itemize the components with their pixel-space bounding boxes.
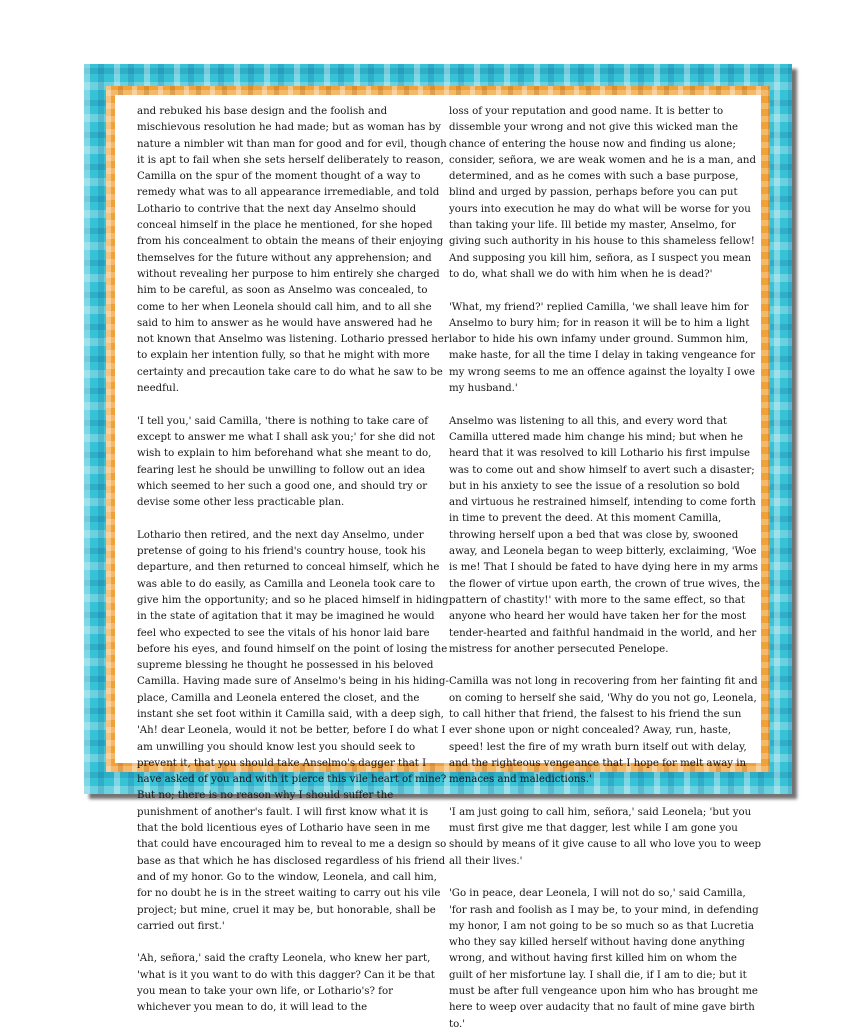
decorative-mosaic-frame <box>84 64 792 1030</box>
paragraph: 'I tell you,' said Camilla, 'there is nothing to take care of except to answer me what I shall ask you;' for she did not wish to explain to him beforehand what she meant to do, fearing lest he should be unwilling to follow out an idea which seemed to her such a good one, and should try or devise some other less practicable plan. <box>137 415 436 509</box>
gold-inner-border <box>106 86 770 1030</box>
paragraph: Camilla was not long in recovering from her fainting fit and on coming to herself she said, 'Why do you not go, Leonela, to call hither that friend, the falsest to his friend the sun ever shone upon or night concealed? Away, run, haste, speed! lest the fire of my wrath burn itself out with delay, and the righteous vengeance that I hope for melt away in menaces and maledictions.' <box>449 676 758 786</box>
left-text-column <box>137 104 449 1017</box>
paragraph: 'What, my friend?' replied Camilla, 'we shall leave him for Anselmo to bury him; for in reason it will be to him a light labor to hide his own infamy under ground. Summon him, make haste, for all the time I delay in taking vengeance for my wrong seems to me an offence against the loyalty I owe my husband.' <box>449 301 756 395</box>
paragraph: and rebuked his base design and the foolish and mischievous resolution he had made; but as woman has by nature a nimbler wit than man for good and for evil, though it is apt to fail when she sets herself deliberately to reason, Camilla on the spur of the moment thought of a way to remedy what was to all appearance irremediable, and told Lothario to contrive that the next day Anselmo should conceal himself in the place he mentioned, for she hoped from his concealment to obtain the means of their enjoying themselves for the future without any apprehension; and without revealing her purpose to him entirely she charged him to be careful, as soon as Anselmo was concealed, to come to her when Leonela should call him, and to all she said to him to answer as he would have answered had he not known that Anselmo was listening. Lothario pressed her to explain her intention fully, so that he might with more certainty and precaution take care to do what he saw to be needful. <box>137 106 449 395</box>
right-text-column <box>449 104 761 1033</box>
paragraph: Lothario then retired, and the next day Anselmo, under pretense of going to his friend's country house, took his departure, and then returned to conceal himself, which he was able to do easily, as Camilla and Leonela took care to give him the opportunity; and so he placed himself in hiding in the state of agitation that it may be imagined he would feel who expected to see the vitals of his honor laid bare before his eyes, and found himself on the point of losing the supreme blessing he thought he possessed in his beloved Camilla. Having made sure of Anselmo's being in his hiding-place, Camilla and Leonela entered the closet, and the instant she set foot within it Camilla said, with a deep sigh, 'Ah! dear Leonela, would it not be better, before I do what I am unwilling you should know lest you should seek to prevent it, that you should take Anselmo's dagger that I have asked of you and with it pierce this vile heart of mine? But no; there is no reason why I should suffer the punishment of another's fault. I will first know what it is that the bold licentious eyes of Lothario have seen in me that could have encouraged him to reveal to me a design so base as that which he has disclosed regardless of his friend and of my honor. Go to the window, Leonela, and call him, for no doubt he is in the street waiting to carry out his vile project; but mine, cruel it may be, but honorable, shall be carried out first.' <box>137 529 449 932</box>
book-page <box>115 95 761 1030</box>
paragraph: Anselmo was listening to all this, and every word that Camilla uttered made him change his mind; but when he heard that it was resolved to kill Lothario his first impulse was to come out and show himself to avert such a disaster; but in his anxiety to see the issue of a resolution so bold and virtuous he restrained himself, intending to come forth in time to prevent the deed. At this moment Camilla, throwing herself upon a bed that was close by, swooned away, and Leonela began to weep bitterly, exclaiming, 'Woe is me! That I should be fated to have dying here in my arms the flower of virtue upon earth, the crown of true wives, the pattern of chastity!' with more to the same effect, so that anyone who heard her would have taken her for the most tender-hearted and faithful handmaid in the world, and her mistress for another persecuted Penelope. <box>449 415 761 655</box>
paragraph: 'I am just going to call him, señora,' said Leonela; 'but you must first give me that dagger, lest while I am gone you should by means of it give cause to all who love you to weep all their lives.' <box>449 806 761 867</box>
paragraph: 'Ah, señora,' said the crafty Leonela, who knew her part, 'what is it you want to do with this dagger? Can it be that you mean to take your own life, or Lothario's? for whichever you mean to do, it will lead to the <box>137 953 435 1014</box>
paragraph: loss of your reputation and good name. It is better to dissemble your wrong and not give this wicked man the chance of entering the house now and finding us alone; consider, señora, we are weak women and he is a man, and determined, and as he comes with such a base purpose, blind and urged by passion, perhaps before you can put yours into execution he may do what will be worse for you than taking your life. Ill betide my master, Anselmo, for giving such authority in his house to this shameless fellow! And supposing you kill him, señora, as I suspect you mean to do, what shall we do with him when he is dead?' <box>449 106 756 280</box>
paragraph: 'Go in peace, dear Leonela, I will not do so,' said Camilla, 'for rash and foolish as I may be, to your mind, in defending my honor, I am not going to be so much so as that Lucretia who they say killed herself without having done anything wrong, and without having first killed him on whom the guilt of her misfortune lay. I shall die, if I am to die; but it must be after full vengeance upon him who has brought me here to weep over audacity that no fault of mine gave birth to.' <box>449 888 759 1030</box>
